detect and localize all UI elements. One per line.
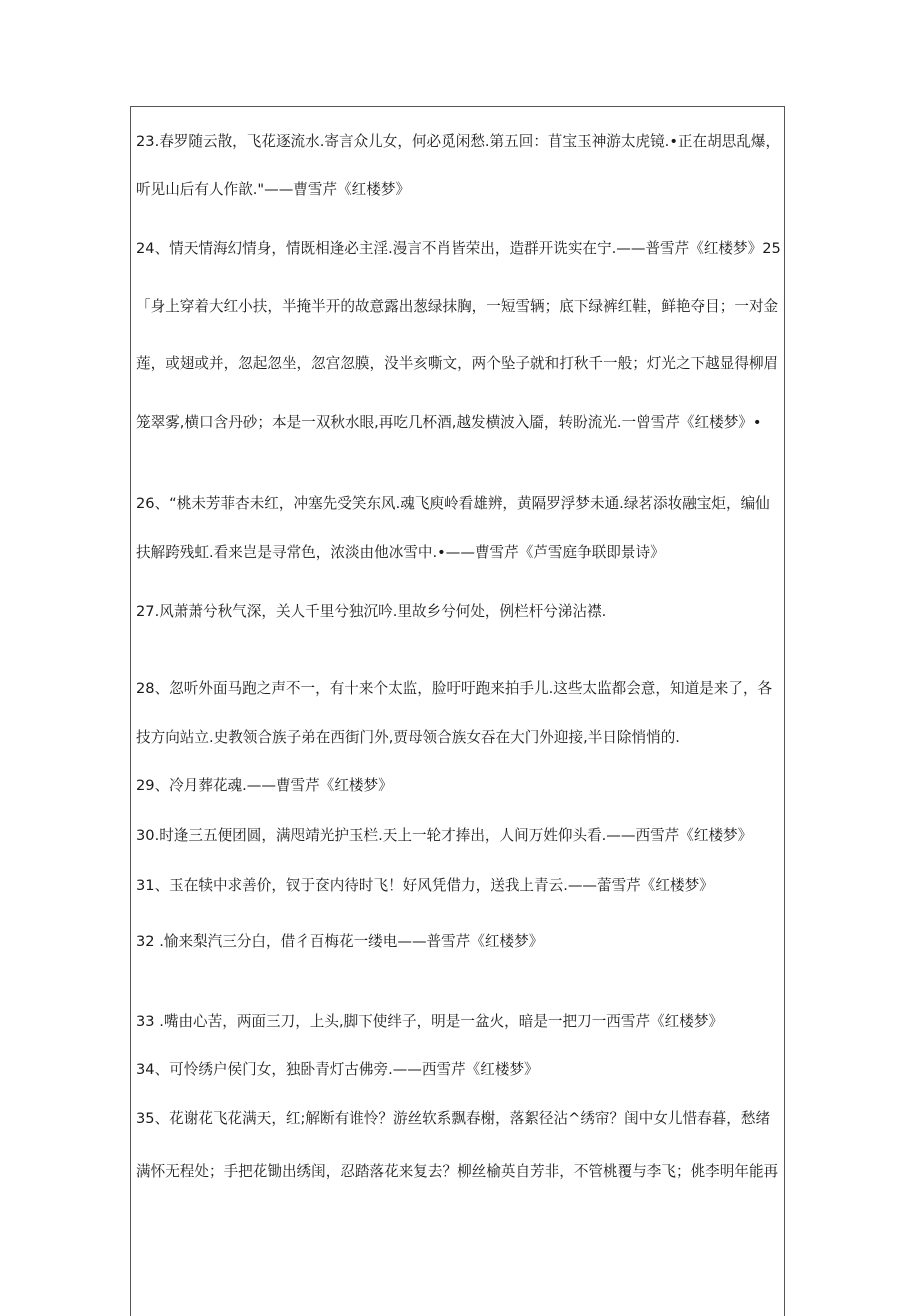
text-line: 「身上穿着大红小扶，半掩半开的故意露出葱绿抹胸，一短雪辆；底下绿裤红鞋，鲜艳夺目；一对金 (136, 298, 779, 315)
text-line: 35、花谢花飞花满天，红;解断有谁怜？游丝软系飘春榭，落絮径沾^绣帘？闺中女儿惜春暮，愁绪 (136, 1110, 771, 1127)
text-line: 技方向站立.史教领合族子弟在西街门外,贾母领合族女吞在大门外迎接,半日除悄悄的. (136, 729, 680, 746)
text-line: 30.时逢三五便团圆，满咫靖光护玉栏.天上一轮才捧出，人间万姓仰头看.——西雪芹《红楼梦》 (136, 827, 753, 844)
text-line: 32 .愉来梨汽三分白，借彳百梅花一缕电——普雪芹《红楼梦》 (136, 933, 544, 950)
text-line: 莲，或翅或并，忽起忽坐，忽宫忽膜，没半亥嘶文，两个坠子就和打秋千一般；灯光之下越显得柳眉 (136, 355, 779, 372)
text-line: 扶解跨残虹.看来岂是寻常色，浓淡由他冰雪中.•——曹雪芹《芦雪庭争联即景诗》 (136, 544, 665, 561)
text-line: 28、忽听外面马跑之声不一，有十来个太监，脸吁吁跑来拍手儿.这些太监都会意，知道是来了，各 (136, 680, 773, 697)
text-line: 34、可怜绣户侯门女，独卧青灯古佛旁.——西雪芹《红楼梦》 (136, 1061, 539, 1078)
text-line: 满怀无程处；手把花锄出绣闺，忍踏落花来复去？柳丝榆英自芳非，不管桃覆与李飞；佻李明年能再 (136, 1163, 779, 1180)
text-line: 26、“桃未芳菲杏未红，冲塞先受笑东风.魂飞庾岭看雄辨，黄隔罗浮梦未通.绿茗添妆融宝炬，编仙 (136, 495, 770, 512)
text-line: 33 .嘴由心苦，两面三刀，上头,脚下使绊子，明是一盆火，暗是一把刀一西雪芹《红楼梦》 (136, 1013, 724, 1030)
page-border (130, 106, 785, 1316)
text-line: 听见山后有人作歆."——曹雪芹《红楼梦》 (136, 181, 411, 198)
text-line: 笼翠雾,横口含丹砂；本是一双秋水眼,再吃几杯酒,越发横波入靥，转盼流光.一曾雪芹《红楼梦》• (136, 414, 762, 431)
text-line: 24、情天情海幻情身，情既相逢必主淫.漫言不肖皆荣出，造群开诜实在宁.——普雪芹《红楼梦》25 (136, 240, 781, 257)
text-line: 29、冷月葬花魂.——曹雪芹《红楼梦》 (136, 777, 393, 794)
text-line: 23.春罗随云散，飞花逐流水.寄言众儿女，何必觅闲愁.第五回：苜宝玉神游太虎镜.•正在胡思乱爆， (136, 133, 781, 150)
text-line: 31、玉在犊中求善价，钗于奁内待时飞！好风凭借力，送我上青云.——蕾雪芹《红楼梦》 (136, 877, 714, 894)
text-line: 27.风萧萧兮秋气深，关人千里兮独沉吟.里故乡兮何处，例栏杆兮涕沾襟. (136, 603, 607, 620)
